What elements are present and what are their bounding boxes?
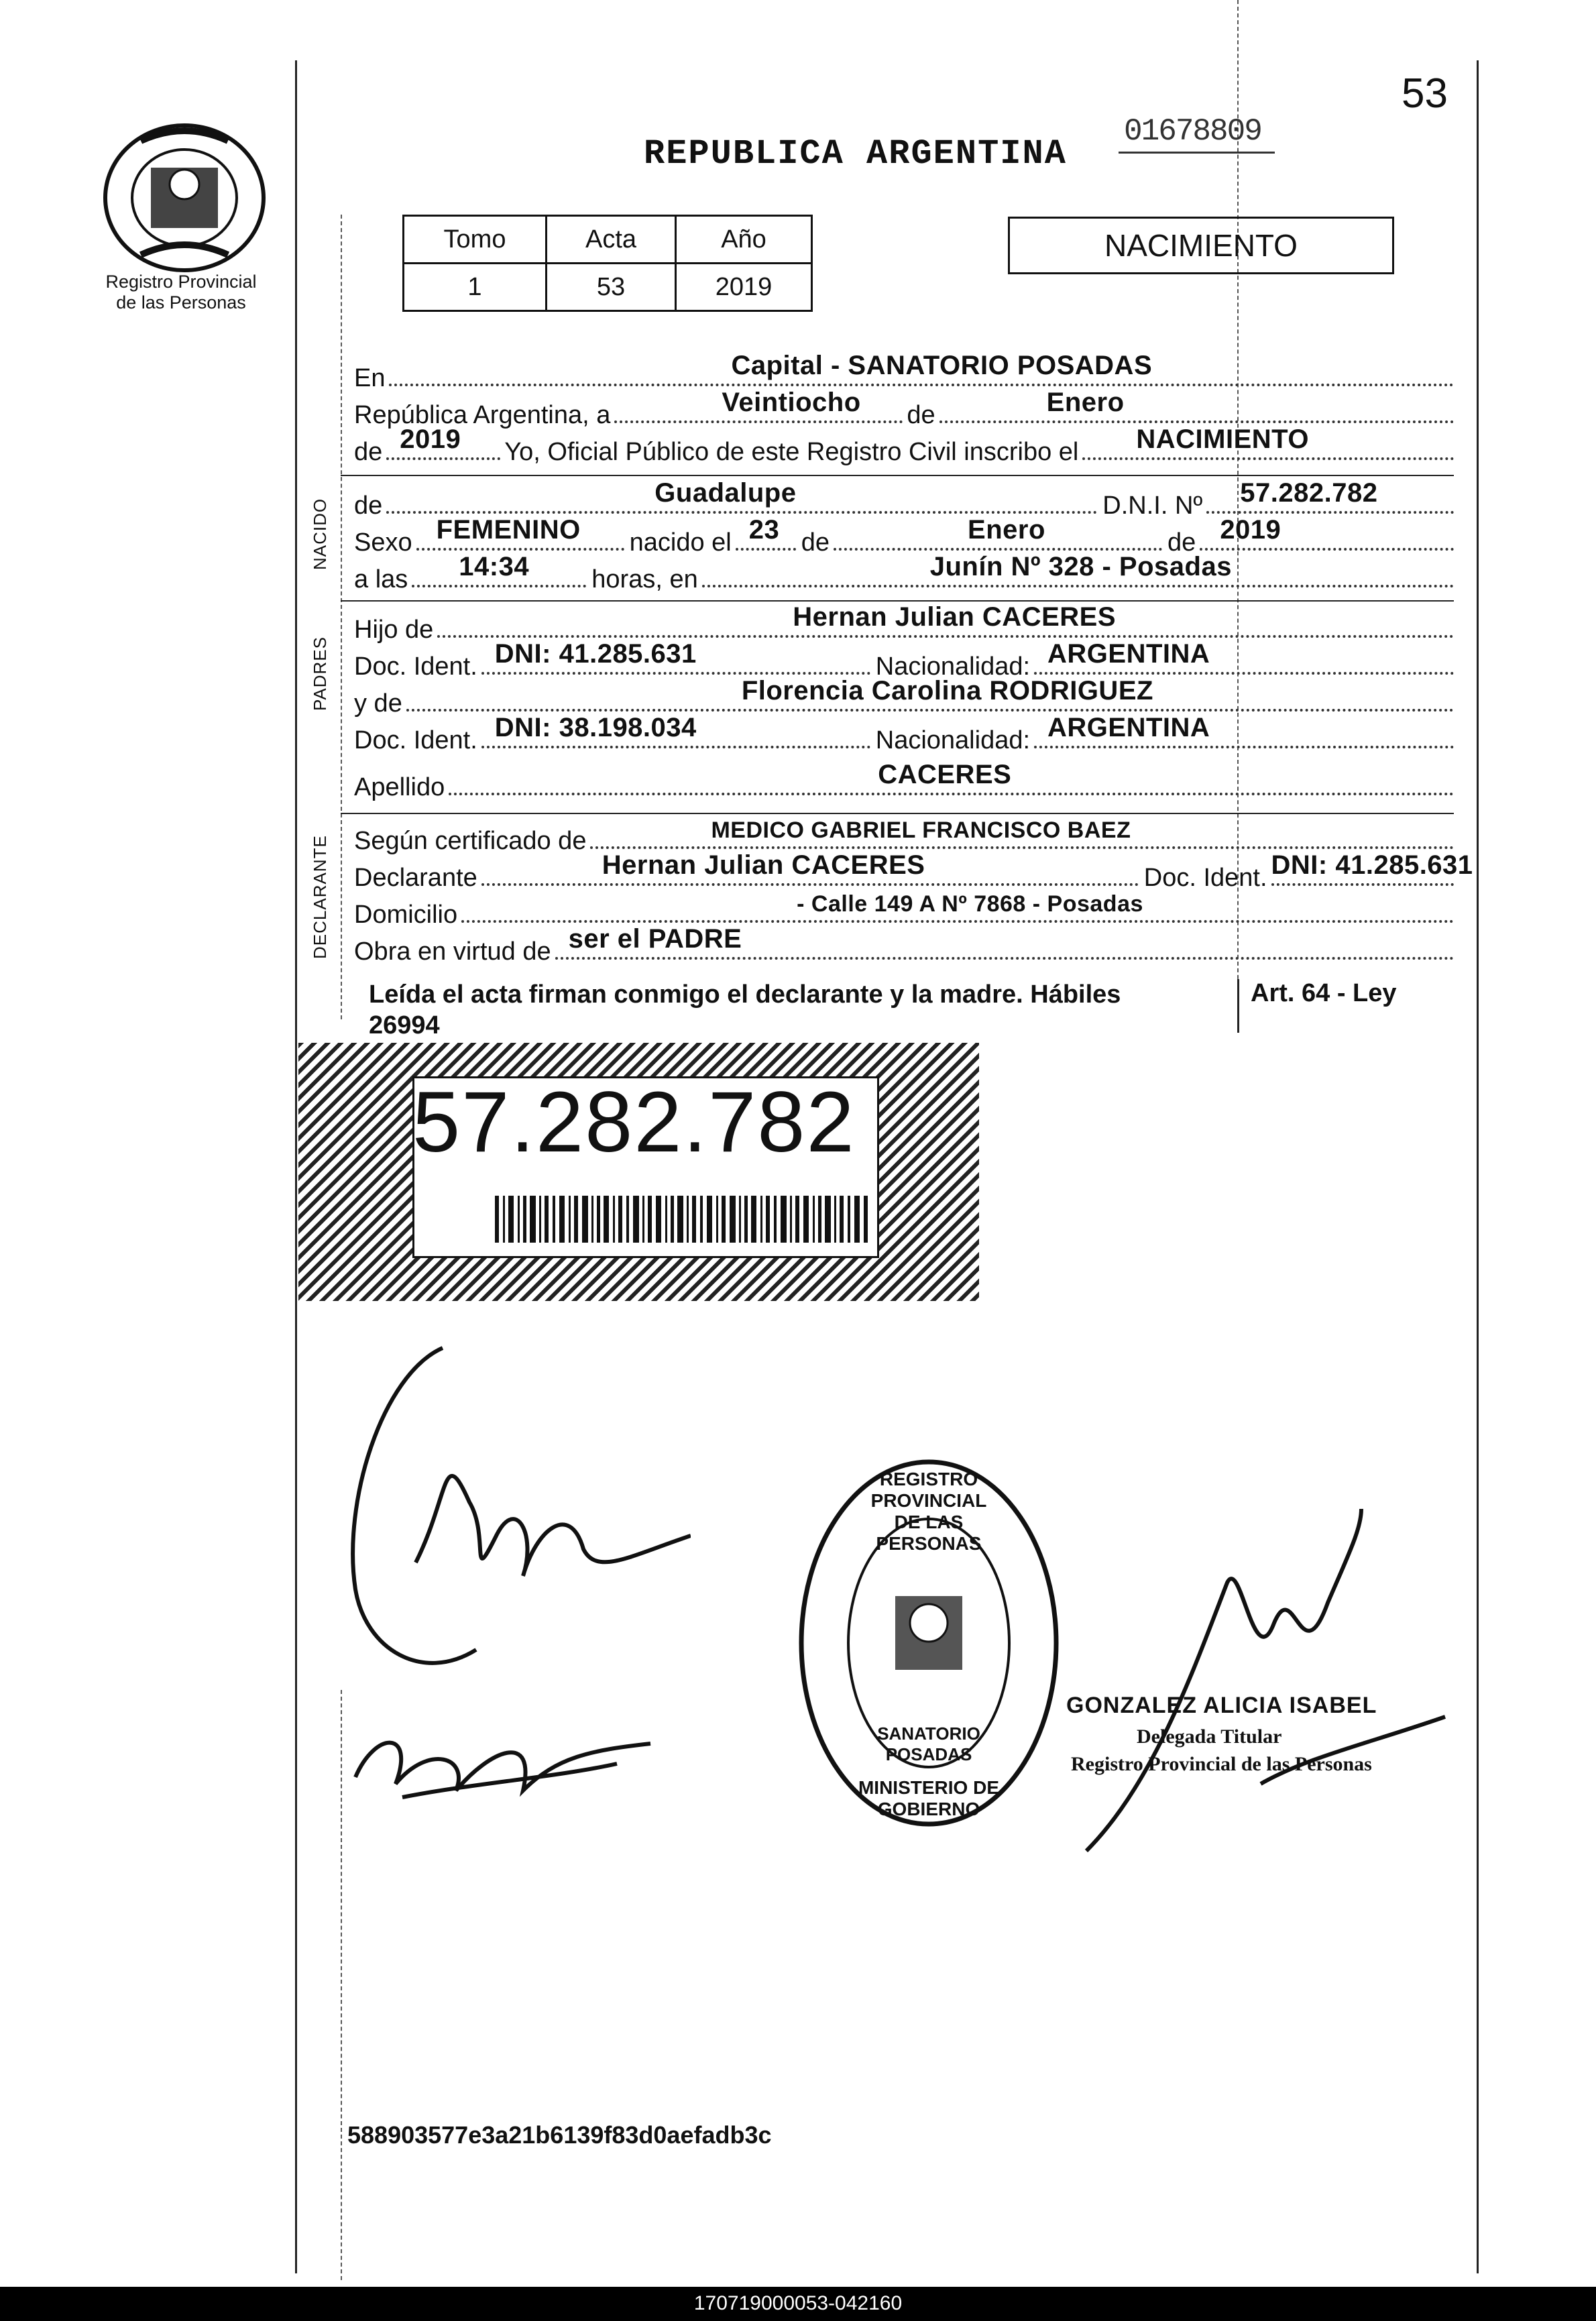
signing-note	[369, 979, 1121, 1041]
acta-value: 53	[547, 264, 676, 311]
year-value: 2019	[400, 424, 461, 454]
decl-label: Declarante	[354, 864, 477, 892]
yde-label: y de	[354, 689, 402, 718]
signatory-org: Registro Provincial de las Personas	[1071, 1753, 1372, 1775]
note-divider	[1237, 979, 1239, 1033]
serial-stamp: 01678809	[1119, 114, 1275, 154]
document-hash: 588903577e3a21b6139f83d0aefadb3c	[347, 2121, 772, 2149]
child-dni: 57.282.782	[1240, 478, 1378, 508]
nacido-label: nacido el	[629, 528, 732, 557]
anio-header: Año	[676, 216, 812, 264]
declarante-section-label: DECLARANTE	[310, 835, 330, 959]
sticker-dni-number: 57.282.782	[412, 1074, 856, 1170]
stamp-bottom-text: MINISTERIO DE GOBIERNO	[858, 1777, 999, 1819]
row-apellido	[354, 760, 1454, 802]
obra-value: ser el PADRE	[568, 924, 742, 954]
mother-nac-label: Nacionalidad:	[875, 726, 1031, 754]
row-oficial	[354, 424, 1454, 467]
horas-label: horas, en	[591, 565, 698, 593]
mother-doc-label: Doc. Ident.	[354, 726, 477, 754]
stamp-inner-text: SANATORIO POSADAS	[877, 1723, 980, 1764]
signatory-role: Delegada Titular	[1137, 1725, 1282, 1748]
mother-signature	[335, 1717, 657, 1811]
mother-nationality: ARGENTINA	[1047, 713, 1210, 742]
dom-label: Domicilio	[354, 901, 458, 929]
barcode	[495, 1196, 870, 1243]
de-label-2: de	[354, 438, 383, 466]
row-mother-doc	[354, 713, 1454, 755]
official-signature	[1073, 1502, 1448, 1864]
mother-name: Florencia Carolina RODRIGUEZ	[741, 676, 1153, 705]
de-label: de	[907, 401, 935, 429]
birth-address: Junín Nº 328 - Posadas	[929, 552, 1232, 581]
birth-de-label-2: de	[1167, 528, 1196, 557]
province-seal	[101, 121, 268, 275]
signing-note-line2: 26994	[369, 1011, 440, 1039]
declarant-signature	[315, 1335, 691, 1710]
en-label: En	[354, 364, 386, 392]
right-margin-line	[1477, 60, 1479, 2273]
dni-label: D.N.I. Nº	[1102, 492, 1203, 520]
registry-label-line1: Registro Provincial	[105, 272, 257, 292]
country-title: REPUBLICA ARGENTINA	[644, 134, 1067, 174]
oficial-text: Yo, Oficial Público de este Registro Civil inscribo el	[504, 438, 1079, 466]
divider-2	[341, 600, 1454, 602]
act-type-box: NACIMIENTO	[1008, 217, 1394, 274]
birth-day: 23	[748, 515, 780, 545]
place-value: Capital - SANATORIO POSADAS	[731, 351, 1153, 380]
decl-address: - Calle 149 A Nº 7868 - Posadas	[797, 891, 1143, 917]
month-value: Enero	[1046, 388, 1125, 417]
father-nac-label: Nacionalidad:	[875, 653, 1031, 681]
law-article: Art. 64 - Ley	[1251, 979, 1397, 1007]
apellido-label: Apellido	[354, 773, 445, 801]
tomo-header: Tomo	[404, 216, 547, 264]
mother-doc: DNI: 38.198.034	[494, 713, 697, 742]
footer-code: 170719000053-042160	[693, 2292, 903, 2314]
birth-de-label: de	[801, 528, 830, 557]
row-obra	[354, 924, 1454, 966]
cert-label: Según certificado de	[354, 827, 587, 855]
father-doc: DNI: 41.285.631	[494, 639, 697, 669]
decl-doc: DNI: 41.285.631	[1271, 850, 1473, 880]
nacido-de-label: de	[354, 492, 383, 520]
sexo-label: Sexo	[354, 528, 412, 557]
birth-time: 14:34	[459, 552, 530, 581]
birth-year: 2019	[1220, 515, 1281, 545]
alas-label: a las	[354, 565, 408, 593]
row-place	[354, 351, 1454, 393]
registry-label-line2: de las Personas	[116, 292, 246, 313]
decl-name: Hernan Julian CACERES	[602, 850, 925, 880]
registry-label	[80, 272, 282, 313]
row-time	[354, 552, 1454, 594]
divider-3	[341, 813, 1454, 814]
father-name: Hernan Julian CACERES	[793, 602, 1117, 632]
birth-month: Enero	[968, 515, 1045, 545]
nacido-section-label: NACIDO	[310, 498, 330, 570]
father-doc-label: Doc. Ident.	[354, 653, 477, 681]
inscription-value: NACIMIENTO	[1136, 424, 1309, 454]
day-value: Veintiocho	[722, 388, 861, 417]
signatory-name: GONZALEZ ALICIA ISABEL	[1066, 1693, 1377, 1718]
row-declarante	[354, 850, 1473, 893]
registry-stamp	[795, 1455, 1063, 1831]
left-margin-line	[295, 60, 297, 2273]
apellido-value: CACERES	[878, 760, 1012, 789]
signing-note-line1: Leída el acta firman conmigo el declarante y la madre. Hábiles	[369, 980, 1121, 1009]
acta-header: Acta	[547, 216, 676, 264]
father-nationality: ARGENTINA	[1047, 639, 1210, 669]
decl-doc-label: Doc. Ident.	[1143, 864, 1267, 892]
tomo-value: 1	[404, 264, 547, 311]
page-number: 53	[1402, 70, 1448, 117]
republica-label: República Argentina, a	[354, 401, 611, 429]
child-sex: FEMENINO	[436, 515, 581, 545]
inner-left-line	[341, 215, 342, 1019]
tomo-acta-table	[402, 215, 813, 312]
child-name: Guadalupe	[654, 478, 797, 508]
row-domicilio	[354, 892, 1454, 929]
padres-section-label: PADRES	[310, 636, 330, 711]
anio-value: 2019	[676, 264, 812, 311]
cert-value: MEDICO GABRIEL FRANCISCO BAEZ	[711, 817, 1131, 843]
obra-label: Obra en virtud de	[354, 938, 551, 966]
hijo-label: Hijo de	[354, 616, 434, 644]
stamp-outer-text: REGISTRO PROVINCIAL DE LAS PERSONAS	[870, 1469, 987, 1554]
divider-1	[341, 475, 1454, 476]
